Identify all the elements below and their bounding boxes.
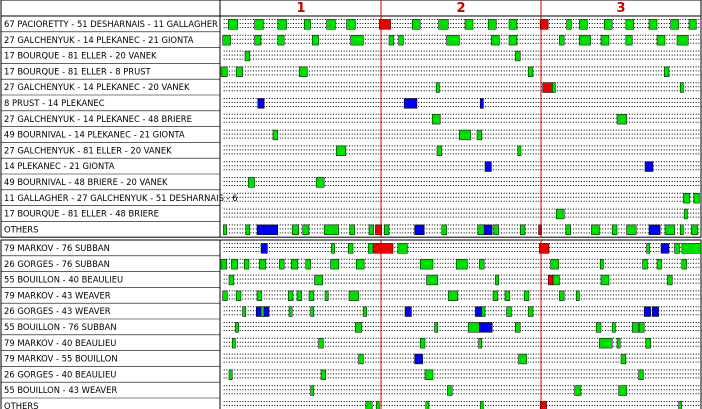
shift-bar-green bbox=[412, 20, 420, 30]
shift-bar-green bbox=[559, 291, 564, 301]
shift-bar-green bbox=[303, 225, 309, 235]
shift-bar-green bbox=[235, 323, 238, 333]
shift-bar-green bbox=[331, 244, 334, 254]
shift-bar-green bbox=[350, 225, 355, 235]
shift-bar-green bbox=[309, 291, 314, 301]
shift-bar-green bbox=[223, 225, 226, 235]
row-label: 27 GALCHENYUK - 14 PLEKANEC - 48 BRIERE bbox=[4, 113, 192, 124]
shift-bar-green bbox=[694, 193, 700, 203]
shift-bar-green bbox=[519, 354, 527, 364]
shift-bar-blue bbox=[404, 99, 417, 109]
shift-bar-green bbox=[221, 67, 227, 77]
shift-bar-green bbox=[520, 225, 525, 235]
row-label: 79 MARKOV - 55 BOUILLON bbox=[4, 353, 118, 364]
shift-bar-green bbox=[576, 291, 579, 301]
shift-bar-green bbox=[621, 354, 626, 364]
shift-bar-green bbox=[639, 370, 644, 380]
shift-bar-green bbox=[325, 291, 328, 301]
row-label: 17 BOURQUE - 81 ELLER - 20 VANEK bbox=[4, 50, 157, 61]
shift-bar-green bbox=[566, 225, 571, 235]
shift-bar-green bbox=[509, 20, 517, 30]
row-label: 26 GORGES - 76 SUBBAN bbox=[4, 258, 110, 269]
shift-bar-green bbox=[643, 259, 648, 269]
shift-bar-green bbox=[480, 402, 483, 409]
shift-bar-green bbox=[599, 338, 612, 348]
row-label: 17 BOURQUE - 81 ELLER - 8 PRUST bbox=[4, 66, 151, 77]
period-label-3: 3 bbox=[616, 1, 626, 16]
shift-bar-green bbox=[243, 307, 246, 317]
shift-bar-green bbox=[579, 35, 590, 45]
row-label: 27 GALCHENYUK - 14 PLEKANEC - 20 VANEK bbox=[4, 82, 190, 93]
shift-bar-green bbox=[255, 20, 264, 30]
shift-bar-green bbox=[667, 275, 672, 285]
shift-bar-green bbox=[299, 67, 307, 77]
shift-bar-green bbox=[691, 225, 697, 235]
shift-bar-green bbox=[553, 275, 559, 285]
shift-bar-green bbox=[425, 370, 433, 380]
shift-bar-green bbox=[518, 146, 521, 156]
shift-bar-green bbox=[683, 193, 689, 203]
shift-bar-green bbox=[259, 259, 265, 269]
shift-bar-green bbox=[665, 225, 675, 235]
shift-bar-green bbox=[279, 259, 284, 269]
shift-bar-green bbox=[291, 259, 297, 269]
shift-bar-green bbox=[349, 291, 359, 301]
shift-bar-green bbox=[478, 225, 484, 235]
shift-bar-green bbox=[591, 225, 599, 235]
row-label: 27 GALCHENYUK - 81 ELLER - 20 VANEK bbox=[4, 145, 172, 156]
row-label: 55 BOUILLON - 43 WEAVER bbox=[4, 385, 118, 396]
shift-bar-green bbox=[639, 323, 644, 333]
shift-bar-green bbox=[627, 225, 637, 235]
period-label-2: 2 bbox=[456, 1, 466, 16]
shift-bar-green bbox=[680, 225, 683, 235]
shift-bar-green bbox=[327, 20, 336, 30]
shift-bar-green bbox=[244, 259, 249, 269]
shift-bar-blue bbox=[645, 162, 653, 172]
shift-bar-green bbox=[456, 259, 467, 269]
shift-bar-blue bbox=[661, 244, 669, 254]
shift-bar-blue bbox=[484, 225, 492, 235]
shift-bar-green bbox=[306, 259, 311, 269]
shift-bar-green bbox=[626, 35, 632, 45]
row-label: 79 MARKOV - 40 BEAULIEU bbox=[4, 337, 117, 348]
shift-bar-blue bbox=[475, 307, 481, 317]
shift-bar-green bbox=[552, 83, 555, 93]
shift-bar-red bbox=[374, 244, 393, 254]
shift-bar-green bbox=[617, 114, 627, 124]
row-label: 67 PACIORETTY - 51 DESHARNAIS - 11 GALLAGHER bbox=[4, 19, 218, 29]
shift-bar-green bbox=[369, 225, 374, 235]
shift-bar-blue bbox=[263, 225, 277, 235]
shift-bar-green bbox=[477, 130, 482, 140]
shift-bar-green bbox=[248, 178, 254, 188]
row-label: 26 GORGES - 43 WEAVER bbox=[4, 306, 111, 317]
shift-bar-green bbox=[289, 307, 292, 317]
shift-bar-green bbox=[495, 275, 498, 285]
shift-bar-blue bbox=[415, 354, 423, 364]
shift-bar-green bbox=[228, 20, 238, 30]
shift-bar-green bbox=[649, 20, 657, 30]
row-label: 27 GALCHENYUK - 14 PLEKANEC - 21 GIONTA bbox=[4, 34, 194, 45]
row-label: 26 GORGES - 40 BEAULIEU bbox=[4, 369, 117, 380]
shift-bar-green bbox=[515, 323, 520, 333]
shift-bar-blue bbox=[644, 307, 650, 317]
shift-bar-green bbox=[677, 35, 688, 45]
shift-bar-red bbox=[548, 275, 553, 285]
shift-bar-green bbox=[426, 402, 429, 409]
shift-bar-green bbox=[376, 402, 379, 409]
shift-bar-blue bbox=[479, 323, 492, 333]
shift-bar-green bbox=[231, 259, 237, 269]
shift-bar-green bbox=[321, 370, 326, 380]
shift-bar-green bbox=[257, 291, 262, 301]
shift-bar-green bbox=[612, 323, 615, 333]
shift-bar-green bbox=[245, 51, 250, 61]
shift-bar-green bbox=[515, 51, 520, 61]
shift-bar-green bbox=[601, 35, 609, 45]
row-label: 79 MARKOV - 43 WEAVER bbox=[4, 290, 111, 301]
shift-bar-green bbox=[316, 178, 324, 188]
shift-bar-green bbox=[465, 20, 473, 30]
row-label: 14 PLEKANEC - 21 GIONTA bbox=[4, 161, 115, 172]
shift-bar-green bbox=[479, 338, 482, 348]
shift-bar-green bbox=[311, 386, 314, 396]
shift-bar-green bbox=[567, 20, 572, 30]
shift-bar-green bbox=[278, 20, 287, 30]
shift-bar-green bbox=[439, 20, 449, 30]
shift-bar-green bbox=[448, 291, 458, 301]
shift-bar-green bbox=[579, 20, 587, 30]
row-label: 49 BOURNIVAL - 48 BRIERE - 20 VANEK bbox=[4, 177, 168, 187]
shift-bar-green bbox=[617, 338, 620, 348]
shift-bar-green bbox=[491, 35, 499, 45]
shift-bar-green bbox=[232, 338, 235, 348]
shift-bar-green bbox=[442, 225, 447, 235]
shift-bar-blue bbox=[652, 307, 658, 317]
shift-bar-green bbox=[556, 209, 564, 219]
shift-bar-green bbox=[278, 35, 284, 45]
row-label: 8 PRUST - 14 PLEKANEC bbox=[4, 98, 105, 108]
shift-bar-green bbox=[493, 291, 498, 301]
shift-bar-green bbox=[528, 307, 533, 317]
shift-bar-green bbox=[368, 244, 373, 254]
shift-bar-green bbox=[236, 67, 242, 77]
shift-bar-green bbox=[657, 259, 662, 269]
shift-bar-green bbox=[528, 67, 533, 77]
row-label: 79 MARKOV - 76 SUBBAN bbox=[4, 243, 110, 253]
header-row bbox=[1, 0, 701, 16]
shift-bar-green bbox=[551, 259, 559, 269]
shift-bar-green bbox=[273, 130, 278, 140]
shift-bar-blue bbox=[405, 307, 411, 317]
shift-bar-green bbox=[509, 35, 517, 45]
row-label: 11 GALLAGHER - 27 GALCHENYUK - 51 DESHARNAIS - 6 bbox=[4, 192, 238, 203]
shift-bar-green bbox=[679, 402, 682, 409]
shift-bar-green bbox=[689, 20, 696, 30]
shift-bar-green bbox=[675, 244, 680, 254]
shift-bar-green bbox=[632, 323, 638, 333]
shift-bar-green bbox=[229, 370, 232, 380]
shift-bar-green bbox=[479, 259, 484, 269]
shift-bar-blue bbox=[257, 225, 263, 235]
row-label: 55 BOUILLON - 76 SUBBAN bbox=[4, 322, 117, 332]
shift-bar-green bbox=[399, 35, 404, 45]
shift-bar-green bbox=[311, 307, 314, 317]
shift-bar-green bbox=[682, 244, 701, 254]
shift-bar-green bbox=[612, 225, 617, 235]
shift-bar-green bbox=[324, 225, 338, 235]
shift-bar-green bbox=[596, 323, 601, 333]
shift-bar-green bbox=[223, 35, 231, 45]
shift-bar-green bbox=[351, 35, 364, 45]
shift-bar-green bbox=[348, 244, 353, 254]
shift-bar-green bbox=[447, 386, 452, 396]
shift-bar-green bbox=[684, 209, 687, 219]
shift-bar-blue bbox=[258, 99, 264, 109]
shift-bar-green bbox=[331, 259, 339, 269]
shift-bar-green bbox=[420, 259, 433, 269]
shift-bar-blue bbox=[261, 244, 267, 254]
shift-bar-green bbox=[297, 291, 302, 301]
shift-bar-green bbox=[347, 20, 356, 30]
shift-bar-green bbox=[304, 20, 310, 30]
shift-bar-green bbox=[626, 20, 634, 30]
shift-bar-green bbox=[363, 307, 366, 317]
shift-bar-green bbox=[356, 259, 364, 269]
shift-bar-green bbox=[507, 307, 512, 317]
shift-bar-green bbox=[682, 259, 687, 269]
shift-bar-green bbox=[312, 35, 318, 45]
shift-bar-green bbox=[398, 244, 408, 254]
shift-bar-green bbox=[336, 146, 346, 156]
shift-bar-green bbox=[524, 291, 529, 301]
period-label-1: 1 bbox=[296, 1, 306, 16]
shift-bar-green bbox=[494, 225, 499, 235]
row-label: 17 BOURQUE - 81 ELLER - 48 BRIERE bbox=[4, 208, 159, 219]
shift-bar-green bbox=[619, 386, 627, 396]
shift-bar-blue bbox=[485, 162, 491, 172]
shift-bar-green bbox=[680, 83, 683, 93]
shift-bar-green bbox=[427, 275, 438, 285]
shift-bar-green bbox=[604, 20, 612, 30]
shift-bar-green bbox=[221, 259, 227, 269]
shift-bar-green bbox=[664, 67, 669, 77]
shift-bar-green bbox=[468, 323, 479, 333]
shift-bar-green bbox=[671, 20, 679, 30]
shift-bar-green bbox=[482, 307, 485, 317]
shift-bar-green bbox=[657, 35, 665, 45]
shift-bar-blue bbox=[256, 307, 261, 317]
shift-bar-green bbox=[246, 225, 250, 235]
shift-bar-green bbox=[420, 338, 425, 348]
shift-bar-green bbox=[447, 35, 460, 45]
shift-bar-green bbox=[575, 386, 581, 396]
shift-bar-green bbox=[315, 275, 323, 285]
shift-bar-green bbox=[288, 291, 293, 301]
shift-bar-green bbox=[255, 35, 261, 45]
shift-bar-green bbox=[435, 323, 438, 333]
shift-bar-green bbox=[488, 20, 496, 30]
row-label: OTHERS bbox=[4, 401, 39, 409]
shift-bar-blue bbox=[415, 225, 425, 235]
shift-bar-blue bbox=[649, 225, 660, 235]
row-label: 55 BOUILLON - 40 BEAULIEU bbox=[4, 274, 124, 285]
shift-bar-green bbox=[236, 291, 241, 301]
shift-bar-blue bbox=[480, 99, 483, 109]
shift-bar-green bbox=[359, 354, 364, 364]
row-label: 49 BOURNIVAL - 14 PLEKANEC - 21 GIONTA bbox=[4, 129, 185, 140]
shift-bar-green bbox=[223, 291, 228, 301]
shift-bar-green bbox=[600, 259, 603, 269]
shift-bar-red bbox=[543, 83, 553, 93]
shift-bar-green bbox=[647, 244, 650, 254]
shift-bar-green bbox=[432, 114, 440, 124]
shift-bar-green bbox=[389, 35, 394, 45]
shift-bar-green bbox=[229, 275, 234, 285]
shift-bar-green bbox=[559, 35, 564, 45]
shift-bar-green bbox=[437, 146, 442, 156]
row-label: OTHERS bbox=[4, 224, 39, 235]
shift-bar-green bbox=[601, 275, 609, 285]
shift-bar-green bbox=[384, 225, 389, 235]
shift-bar-green bbox=[646, 338, 651, 348]
shift-bar-green bbox=[436, 83, 439, 93]
shift-bar-green bbox=[355, 323, 361, 333]
shift-bar-green bbox=[366, 402, 372, 409]
shift-bar-green bbox=[505, 291, 510, 301]
shift-bar-green bbox=[319, 338, 324, 348]
shift-bar-green bbox=[292, 225, 298, 235]
shift-bar-green bbox=[459, 130, 470, 140]
shift-bar-green bbox=[261, 307, 264, 317]
